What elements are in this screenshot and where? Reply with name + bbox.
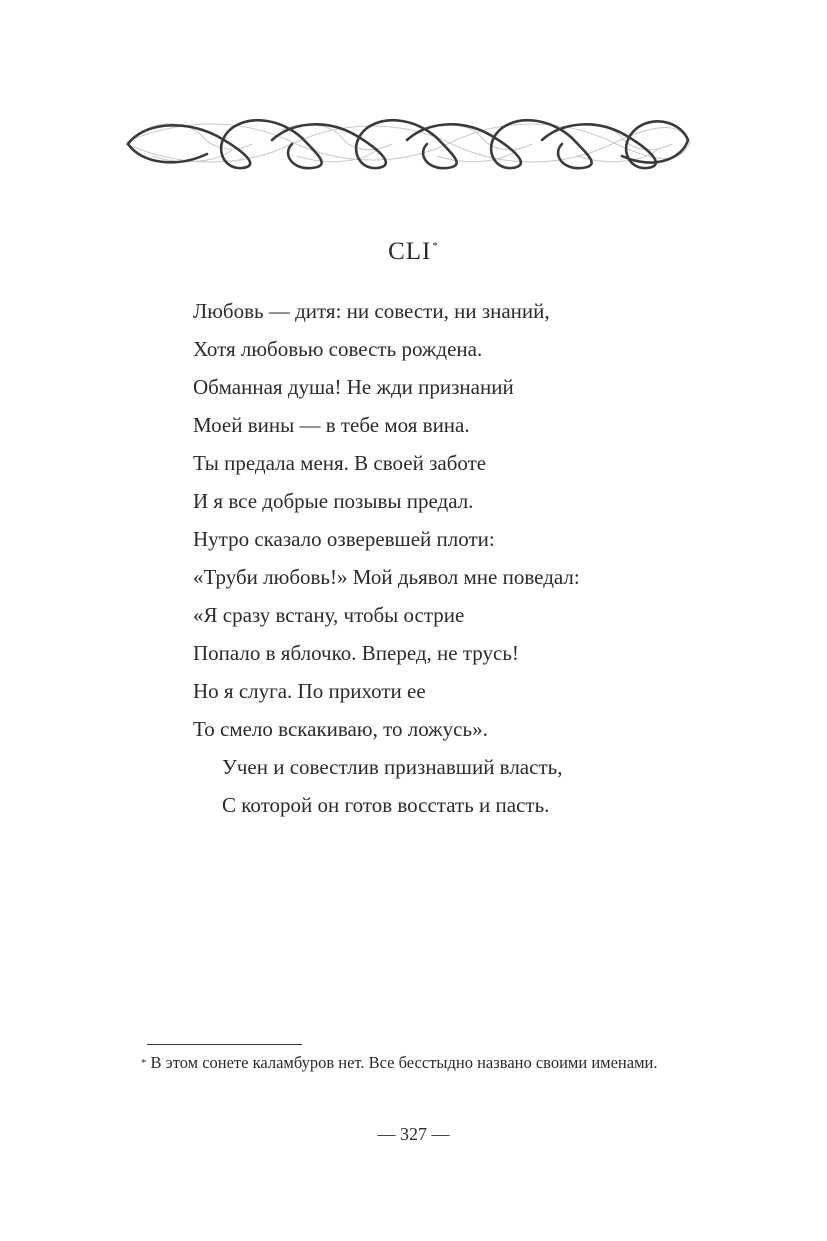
poem-line: Моей вины — в тебе моя вина. (193, 413, 470, 437)
footnote-text: В этом сонете каламбуров нет. Все бесстыдно названо своими именами. (150, 1053, 658, 1072)
poem-line: Любовь — дитя: ни совести, ни знаний, (193, 299, 550, 323)
poem-line: Ты предала меня. В своей заботе (193, 451, 487, 475)
couplet-line: Учен и совестлив признавший власть, (222, 755, 563, 779)
poem-line: Хотя любовью совесть рождена. (193, 337, 483, 361)
poem-line: Нутро сказало озверевшей плоти: (193, 527, 495, 551)
poem-line: Попало в яблочко. Вперед, не трусь! (193, 641, 519, 665)
poem-line: То смело вскакиваю, то ложусь». (193, 717, 488, 741)
footnote-mark: * (141, 1057, 147, 1069)
footnote (89, 1050, 737, 1075)
footnote-reference-mark: * (432, 240, 439, 252)
sonnet-text (193, 292, 713, 824)
sonnet-number: CLI (388, 238, 432, 265)
sonnet-title (0, 238, 827, 266)
poem-line: «Труби любовь!» Мой дьявол мне поведал: (193, 565, 580, 589)
poem-line: И я все добрые позывы предал. (193, 489, 474, 513)
poem-line: «Я сразу встану, чтобы острие (193, 603, 465, 627)
poem-line: Но я слуга. По прихоти ее (193, 679, 426, 703)
page-number: — 327 — (377, 1124, 450, 1144)
footnote-divider (147, 1044, 302, 1045)
couplet-line: С которой он готов восстать и пасть. (222, 793, 550, 817)
decorative-ornament (122, 114, 694, 172)
poem-line: Обманная душа! Не жди признаний (193, 375, 514, 399)
